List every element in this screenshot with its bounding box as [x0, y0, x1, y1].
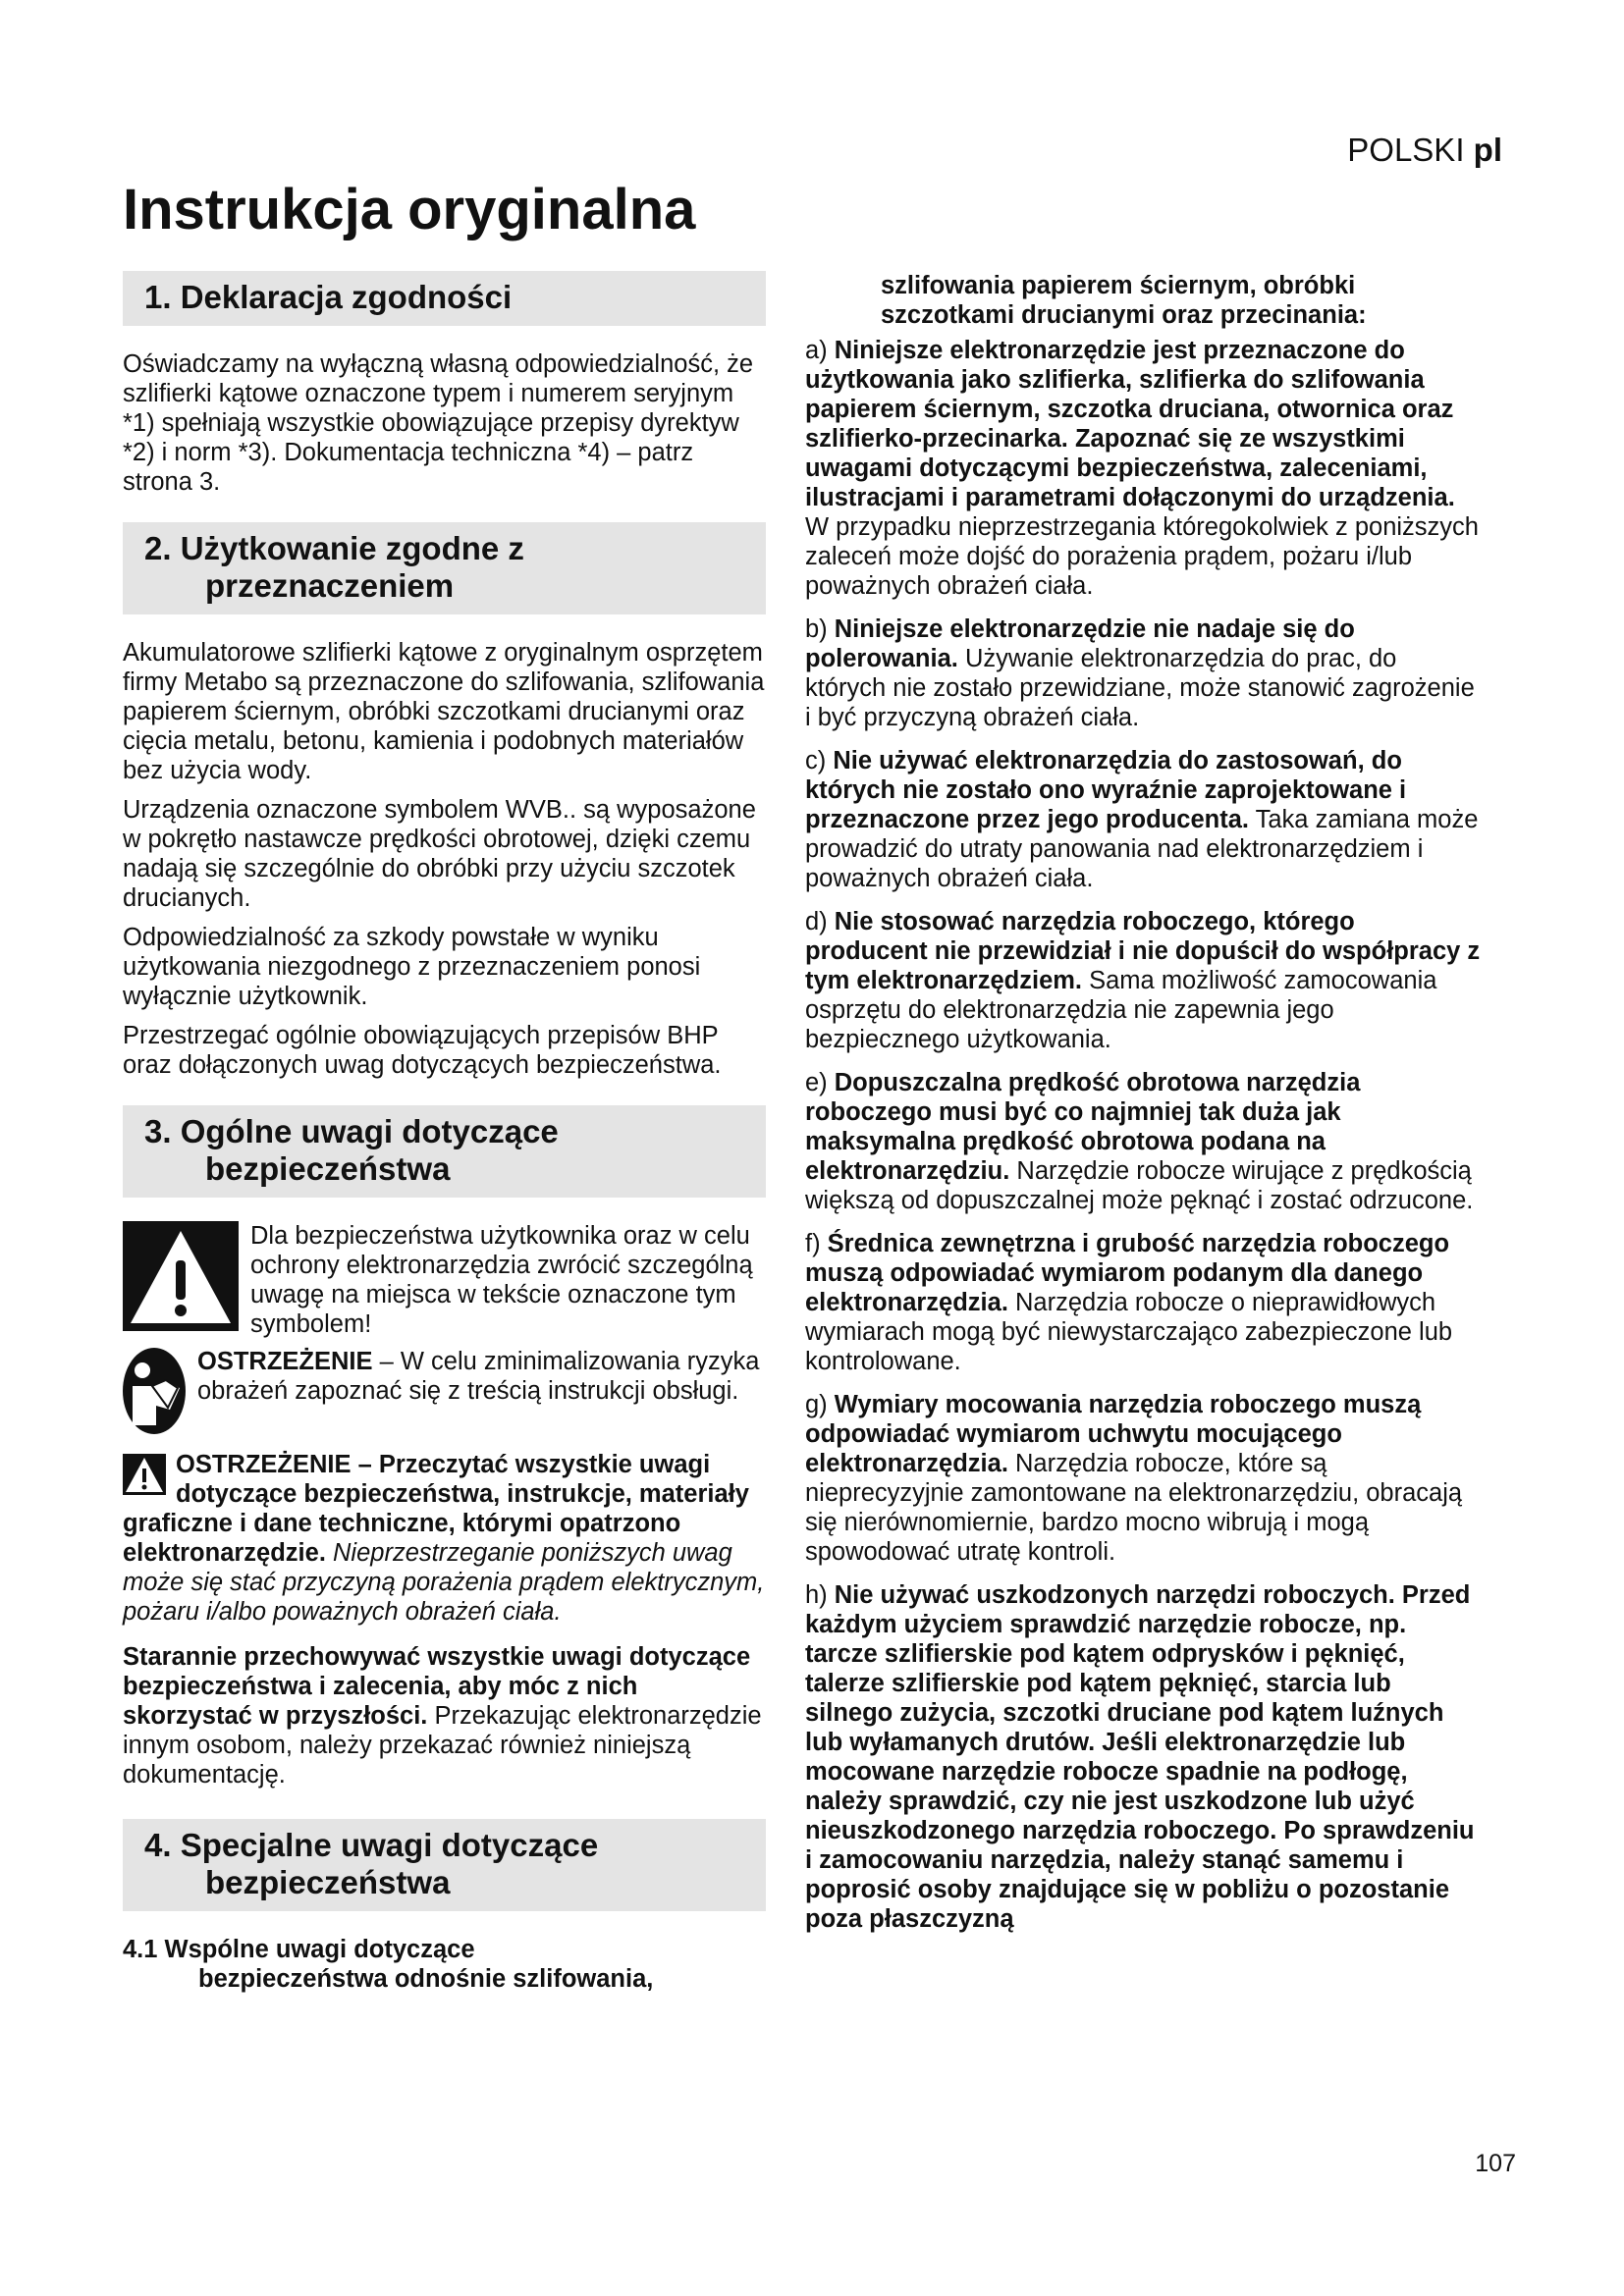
item-bold-text: Nie stosować narzędzia roboczego, którego producent nie przewidział i nie dopuścił do współpracy z tym elektronarzędziem. [805, 908, 1481, 994]
item-label: e) [805, 1069, 835, 1096]
item-text: Sama możliwość zamocowania osprzętu do elektronarzędzia nie zapewnia jego bezpiecznego użytkowania. [805, 967, 1437, 1053]
paragraph: Akumulatorowe szlifierki kątowe z oryginalnym osprzętem firmy Metabo są przeznaczone do szlifowania, szlifowania papierem ściernym, obróbki szczotkami drucianymi oraz cięcia metalu, betonu, kamienia i podobnych materiałów bez użycia wody. [123, 639, 765, 784]
item-text: Narzędzia robocze, które są nieprecyzyjnie zamontowane na elektronarzędziu, obracają się nierównomiernie, bardzo mocno wibrują i mogą spowodować utratę kontroli. [805, 1450, 1463, 1566]
item-bold-text: Nie używać uszkodzonych narzędzi roboczych. Przed każdym użyciem sprawdzić narzędzie robocze, np. tarcze szlifierskie pod kątem odprysków i pęknięć, talerze szlifierskie pod kątem pęknięć, starcia lub silnego zużycia, szczotki druciane pod kątem luźnych lub wyłamanych drutów. Jeśli elektronarzędzie lub mocowane narzędzie robocze spadnie na podłogę, należy sprawdzić, czy nie jest uszkodzone lub użyć nieuszkodzonego narzędzia roboczego. Po sprawdzeniu i zamocowaniu narzędzia, należy stanąć samemu i poprosić osoby znajdujące się w pobliżu o pozostanie poza płaszczyzną [805, 1581, 1475, 1933]
small-warning-triangle-icon [123, 1454, 166, 1502]
warning-triangle-icon [123, 1221, 239, 1339]
page-title: Instrukcja oryginalna [123, 178, 696, 241]
item-bold-text: Dopuszczalna prędkość obrotowa narzędzia roboczego musi być co najmniej tak duża jak maksymalna prędkość obrotowa podana na elektronarzędziu. [805, 1069, 1361, 1185]
subsection-title-cont: bezpieczeństwa odnośnie szlifowania, [198, 1965, 654, 1993]
section-title: Specjalne uwagi dotyczące [180, 1827, 599, 1863]
section-heading-2 [123, 522, 766, 614]
item-label: h) [805, 1581, 835, 1609]
page-number: 107 [1475, 2150, 1516, 2177]
section-number: 4. [144, 1827, 172, 1863]
symbol-note-text: Dla bezpieczeństwa użytkownika oraz w celu ochrony elektronarzędzia zwrócić szczególną uwagę na miejsca w tekście oznaczone tym symbolem! [250, 1222, 753, 1338]
item-bold-text: Niniejsze elektronarzędzie nie nadaje się do polerowania. [805, 615, 1355, 672]
warning-bold-text: OSTRZEŻENIE – Przeczytać wszystkie uwagi dotyczące bezpieczeństwa, instrukcje, materiały graficzne i dane techniczne, którymi opatrzono elektronarzędzie. [123, 1451, 749, 1567]
item-text: W przypadku nieprzestrzegania któregokolwiek z poniższych zaleceń może dojść do porażenia prądem, pożaru i/lub poważnych obrażeń ciała. [805, 513, 1479, 600]
section-number: 2. [144, 530, 172, 566]
warning-label: OSTRZEŻENIE [197, 1348, 373, 1375]
language-label [1347, 132, 1502, 169]
list-item [805, 1390, 1483, 1567]
item-bold-text: Wymiary mocowania narzędzia roboczego muszą odpowiadać wymiarom uchwytu mocującego elektronarzędzia. [805, 1391, 1422, 1477]
section-heading-3 [123, 1105, 766, 1198]
warning-paragraph [123, 1450, 766, 1627]
item-text: Narzędzia robocze o nieprawidłowych wymiarach mogą być niewystarczająco zabezpieczone lub kontrolowane. [805, 1289, 1453, 1375]
symbol-note [123, 1221, 766, 1339]
item-bold-text: Nie używać elektronarzędzia do zastosowań, do których nie zostało ono wyraźnie zaprojektowane i przeznaczone przez jego producenta. [805, 747, 1407, 833]
section-title-cont: bezpieczeństwa [205, 1864, 451, 1900]
item-bold-text: Średnica zewnętrzna i grubość narzędzia roboczego muszą odpowiadać wymiarom podanym dla danego elektronarzędzia. [805, 1230, 1450, 1316]
item-label: c) [805, 747, 834, 774]
warning-italic-text: Nieprzestrzeganie poniższych uwag może się stać przyczyną porażenia prądem elektrycznym, pożaru i/albo poważnych obrażeń ciała. [123, 1539, 765, 1626]
list-item [805, 1580, 1483, 1934]
read-manual-icon [123, 1347, 186, 1442]
section-title: Ogólne uwagi dotyczące [180, 1113, 559, 1149]
language-code: pl [1473, 132, 1502, 168]
paragraph: Odpowiedzialność za szkody powstałe w wyniku użytkowania niezgodnego z przeznaczeniem ponosi wyłącznie użytkownik. [123, 924, 701, 1010]
list-item [805, 907, 1483, 1054]
section-number: 3. [144, 1113, 172, 1149]
list-item [805, 746, 1483, 893]
section-title-cont: bezpieczeństwa [205, 1150, 451, 1187]
list-item [805, 336, 1483, 601]
list-item [805, 1229, 1483, 1376]
subsection-title: 4.1 Wspólne uwagi dotyczące [123, 1936, 475, 1963]
section-title-cont: przeznaczeniem [205, 567, 455, 604]
item-label: d) [805, 908, 835, 935]
text: Przekazując elektronarzędzie innym osobom, należy przekazać również niniejszą dokumentację. [123, 1702, 762, 1789]
item-bold-text: Niniejsze elektronarzędzie jest przeznaczone do użytkowania jako szlifierka, szlifierka do szlifowania papierem ściernym, szczotka druciana, otwornica oraz szlifierko-przecinarka. Zapoznać się ze wszystkimi uwagami dotyczącymi bezpieczeństwa, zaleceniami, ilustracjami i parametrami dołączonymi do urządzenia. [805, 337, 1455, 511]
subsection-title-continued: szlifowania papierem ściernym, obróbki szczotkami drucianymi oraz przecinania: [881, 272, 1367, 329]
list-item [805, 614, 1483, 732]
item-label: f) [805, 1230, 828, 1257]
item-label: g) [805, 1391, 835, 1418]
item-label: a) [805, 337, 835, 364]
paragraph: Przestrzegać ogólnie obowiązujących przepisów BHP oraz dołączonych uwag dotyczących bezpieczeństwa. [123, 1022, 722, 1079]
paragraph [123, 1642, 766, 1789]
item-text: Używanie elektronarzędzia do prac, do których nie zostało przewidziane, może stanowić zagrożenie i być przyczyną obrażeń ciała. [805, 645, 1475, 731]
right-column [805, 271, 1483, 1948]
read-manual-warning [123, 1347, 766, 1442]
subsection-heading [123, 1935, 766, 1994]
left-column [123, 271, 766, 1994]
language-name: POLSKI [1347, 132, 1465, 168]
paragraph: Oświadczamy na wyłączną własną odpowiedzialność, że szlifierki kątowe oznaczone typem i numerem seryjnym *1) spełniają wszystkie obowiązujące przepisy dyrektyw *2) i norm *3). Dokumentacja techniczna *4) – patrz strona 3. [123, 350, 754, 496]
section-title: Użytkowanie zgodne z [180, 530, 524, 566]
paragraph: Urządzenia oznaczone symbolem WVB.. są wyposażone w pokrętło nastawcze prędkości obrotowej, dzięki czemu nadają się szczególnie do obróbki przy użyciu szczotek drucianych. [123, 796, 756, 912]
item-label: b) [805, 615, 835, 643]
section-number: 1. [144, 279, 172, 315]
item-text: Narzędzie robocze wirujące z prędkością większą od dopuszczalnej może pęknąć i zostać odrzucone. [805, 1157, 1474, 1214]
section-heading-1 [123, 271, 766, 326]
item-text: Taka zamiana może prowadzić do utraty panowania nad elektronarzędziem i poważnych obrażeń ciała. [805, 806, 1479, 892]
bold-text: Starannie przechowywać wszystkie uwagi dotyczące bezpieczeństwa i zalecenia, aby móc z nich skorzystać w przyszłości. [123, 1643, 751, 1730]
list-item [805, 1068, 1483, 1215]
warning-text: – W celu zminimalizowania ryzyka obrażeń zapoznać się z treścią instrukcji obsługi. [197, 1348, 760, 1405]
section-title: Deklaracja zgodności [180, 279, 513, 315]
section-heading-4 [123, 1819, 766, 1911]
